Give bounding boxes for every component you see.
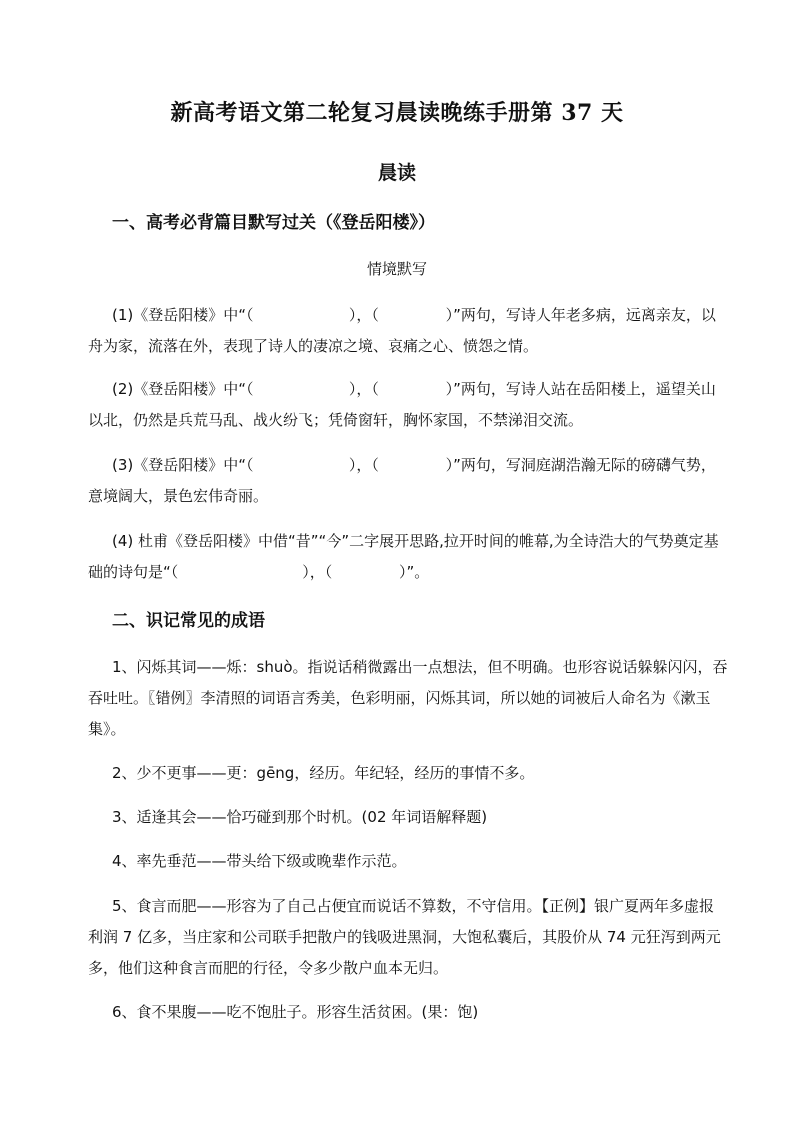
dictation-item-1: (1)《登岳阳楼》中“（ ），（ ）”两句，写诗人年老多病，远离亲友，以舟为家，流落在外，表现了诗人的凄凉之境、哀痛之心、愤怨之情。	[88, 306, 716, 355]
idiom-item-6: 6、食不果腹——吃不饱肚子。形容生活贫困。(果：饱)	[112, 1003, 479, 1021]
dictation-item-4: (4) 杜甫《登岳阳楼》中借“昔”“今”二字展开思路,拉开时间的帷幕,为全诗浩大的气势奠定基础的诗句是“（ ），（ ）”。	[88, 532, 719, 581]
idiom-item-5: 5、食言而肥——形容为了自己占便宜而说话不算数，不守信用。【正例】银广夏两年多虚报利润 7 亿多，当庄家和公司联手把散户的钱吸进黑洞，大饱私囊后，其股价从 74 元狂泻到两元多，他们这种食言而肥的行径，令多少散户血本无归。	[88, 897, 721, 977]
dictation-item-2: (2)《登岳阳楼》中“（ ），（ ）”两句，写诗人站在岳阳楼上，遥望关山以北，仍然是兵荒马乱、战火纷飞；凭倚窗轩，胸怀家国，不禁涕泪交流。	[88, 380, 716, 429]
idiom-item-3: 3、适逢其会——恰巧碰到那个时机。(02 年词语解释题)	[112, 808, 488, 826]
idiom-item-2: 2、少不更事——更：gēng，经历。年纪轻，经历的事情不多。	[112, 764, 535, 782]
page-subtitle: 晨读	[377, 162, 416, 184]
dictation-item-3: (3)《登岳阳楼》中“（ ），（ ）”两句，写洞庭湖浩瀚无际的磅礴气势，意境阔大，景色宏伟奇丽。	[88, 456, 716, 505]
section1-label: 情境默写	[366, 260, 427, 278]
idiom-item-1: 1、闪烁其词——烁：shuò。指说话稍微露出一点想法，但不明确。也形容说话躲躲闪闪，吞吞吐吐。〖错例〗李清照的词语言秀美，色彩明丽，闪烁其词，所以她的词被后人命名为《漱玉集》。	[88, 658, 728, 738]
page-title: 新高考语文第二轮复习晨读晚练手册第 37 天	[170, 100, 624, 126]
idiom-item-4: 4、率先垂范——带头给下级或晚辈作示范。	[112, 852, 407, 870]
section1-heading: 一、高考必背篇目默写过关（《登岳阳楼》）	[112, 213, 435, 233]
section2-heading: 二、识记常见的成语	[112, 611, 265, 631]
